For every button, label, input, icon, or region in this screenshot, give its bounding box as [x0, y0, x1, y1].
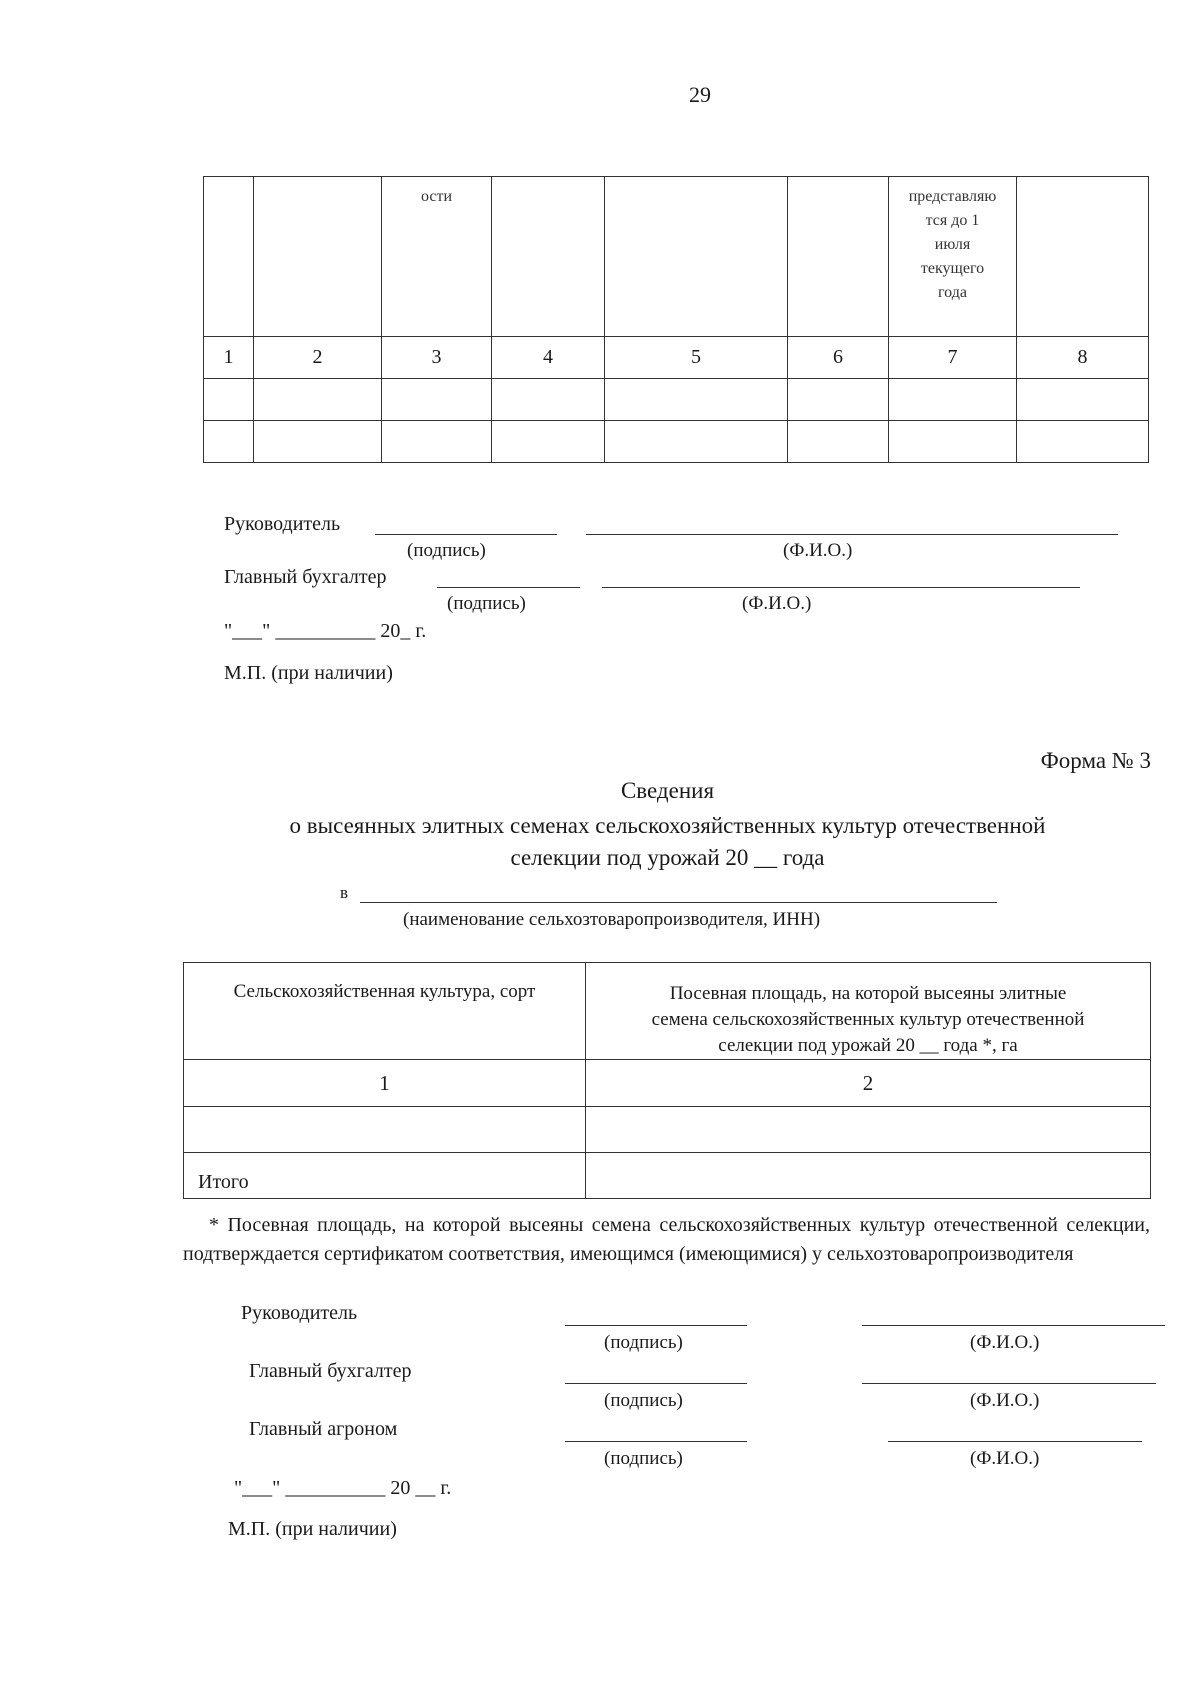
table-row [184, 1107, 1151, 1153]
signature-caption: (подпись) [604, 1390, 683, 1411]
column-number: 8 [1017, 337, 1149, 379]
name-caption: (Ф.И.О.) [783, 540, 853, 561]
in-prefix: в [340, 883, 349, 902]
column-number: 1 [184, 1060, 586, 1107]
continuation-table [203, 176, 1149, 463]
name-caption: (Ф.И.О.) [970, 1390, 1040, 1411]
table-header-cell: Сельскохозяйственная культура, сорт [184, 963, 586, 1060]
producer-line [360, 902, 997, 903]
signature-line [375, 534, 557, 535]
form3-table [183, 962, 1151, 1199]
column-number-row [184, 1060, 1151, 1107]
signature-caption: (подпись) [604, 1448, 683, 1469]
name-line [586, 534, 1118, 535]
table-header-cell: представляю тся до 1 июля текущего года [889, 177, 1017, 337]
stamp-note: М.П. (при наличии) [228, 1518, 397, 1540]
name-line [862, 1325, 1165, 1326]
head-label: Руководитель [241, 1302, 358, 1324]
page-number: 29 [689, 82, 711, 107]
total-label: Итого [184, 1153, 586, 1199]
signature-line [437, 587, 580, 588]
column-number: 4 [492, 337, 605, 379]
date-line: "___" __________ 20_ г. [224, 620, 427, 642]
accountant-label: Главный бухгалтер [224, 566, 387, 588]
form-subtitle: о высеянных элитных семенах сельскохозяйственных культур отечественной [289, 813, 1046, 838]
signature-line [565, 1441, 747, 1442]
name-line [862, 1383, 1156, 1384]
column-number: 2 [254, 337, 382, 379]
column-number: 3 [382, 337, 492, 379]
column-number: 7 [889, 337, 1017, 379]
signature-line [565, 1383, 747, 1384]
column-number: 5 [605, 337, 788, 379]
stamp-note: М.П. (при наличии) [224, 662, 393, 684]
name-caption: (Ф.И.О.) [970, 1332, 1040, 1353]
name-caption: (Ф.И.О.) [742, 593, 812, 614]
name-caption: (Ф.И.О.) [970, 1448, 1040, 1469]
accountant-label: Главный бухгалтер [249, 1360, 412, 1382]
signature-caption: (подпись) [407, 540, 486, 561]
table-row [204, 421, 1149, 463]
column-number: 1 [204, 337, 254, 379]
table-header-cell: Посевная площадь, на которой высеяны элитные семена сельскохозяйственных культур отечественной селекции под урожай 20 __ года *, га [586, 963, 1151, 1060]
table-row [204, 379, 1149, 421]
head-label: Руководитель [224, 513, 341, 535]
form-title: Сведения [620, 778, 715, 803]
form-number: Форма № 3 [1040, 748, 1151, 773]
column-number: 2 [586, 1060, 1151, 1107]
table-header-row [184, 963, 1151, 1060]
producer-caption: (наименование сельхозтоваропроизводителя, ИНН) [403, 909, 821, 930]
agronomist-label: Главный агроном [249, 1418, 398, 1440]
signature-caption: (подпись) [604, 1332, 683, 1353]
date-line: "___" __________ 20 __ г. [234, 1477, 452, 1499]
form-subtitle: селекции под урожай 20 __ года [510, 845, 825, 870]
name-line [602, 587, 1080, 588]
name-line [888, 1441, 1142, 1442]
table-row [204, 177, 1149, 337]
total-row [184, 1153, 1151, 1199]
table-header-cell: ости [382, 177, 492, 337]
signature-caption: (подпись) [447, 593, 526, 614]
signature-line [565, 1325, 747, 1326]
column-number-row [204, 337, 1149, 379]
column-number: 6 [788, 337, 889, 379]
footnote: * Посевная площадь, на которой высеяны семена сельскохозяйственных культур отечественной селекции, подтверждается сертификатом соответствия, имеющимся (имеющимися) у сельхозтоваропроизводителя [183, 1214, 1150, 1265]
